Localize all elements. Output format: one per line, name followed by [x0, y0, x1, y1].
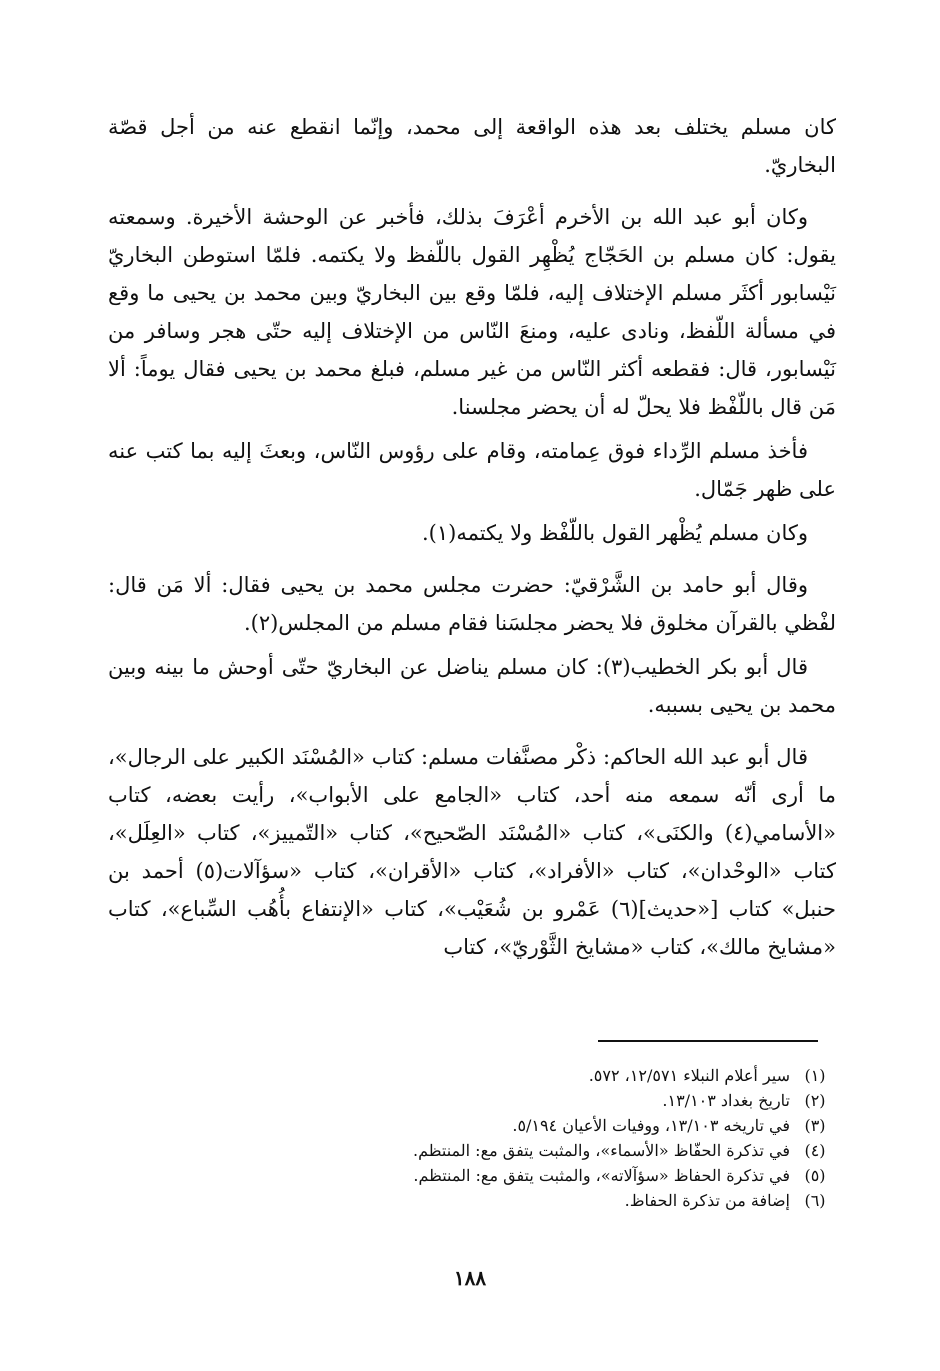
paragraph-3: فأخذ مسلم الرِّداء فوق عِمامته، وقام على رؤوس النّاس، وبعثَ إليه بما كتب عنه على ظهر جَمّال.: [108, 439, 836, 501]
footnote-number: (١): [804, 1066, 826, 1085]
footnote-number: (٦): [804, 1191, 826, 1210]
page-number: ١٨٨: [453, 1266, 487, 1290]
footnote-text: سير أعلام النبلاء ١٢/٥٧١، ٥٧٢.: [588, 1066, 790, 1085]
paragraph-1: كان مسلم يختلف بعد هذه الواقعة إلى محمد، وإنّما انقطع عنه من أجل قصّة البخاريّ.: [108, 115, 836, 177]
footnote-item: [300, 1163, 840, 1188]
footnote-item: [300, 1113, 840, 1138]
footnote-number: (٥): [804, 1166, 826, 1185]
footnote-text: في تذكرة الحفّاظ «الأسماء»، والمثبت يتفق مع: المنتظم.: [413, 1141, 790, 1160]
footnote-item: [300, 1188, 840, 1213]
footnotes: [300, 1063, 840, 1213]
footnote-divider: [598, 1040, 818, 1042]
footnote-text: في تاريخه ١٣/١٠٣، ووفيات الأعيان ٥/١٩٤.: [512, 1116, 790, 1135]
paragraph-6: قال أبو بكر الخطيب(٣): كان مسلم يناضل عن البخاريّ حتّى أوحش ما بينه وبين محمد بن يحيى بسببه.: [108, 655, 836, 717]
footnote-number: (٢): [804, 1091, 826, 1110]
footnote-text: تاريخ بغداد ١٣/١٠٣.: [662, 1091, 790, 1110]
footnote-item: [300, 1138, 840, 1163]
paragraph-5: وقال أبو حامد بن الشَّرْقيّ: حضرت مجلس محمد بن يحيى فقال: ألا مَن قال: لفْظي بالقرآن مخلوق فلا يحضر مجلسَنا فقام مسلم من المجلس(٢).: [108, 573, 836, 635]
footnote-text: في تذكرة الحفاظ «سؤآلاته»، والمثبت يتفق مع: المنتظم.: [413, 1166, 790, 1185]
paragraph-7: قال أبو عبد الله الحاكم: ذكْر مصنَّفات مسلم: كتاب «المُسْنَد الكبير على الرجال»، ما أرى أنّه سمعه منه أحد، كتاب «الجامع على الأبواب»، رأيت بعضه، كتاب «الأسامي(٤) والكنَى»، كتاب «المُسْنَد الصّحيح»، كتاب «التّمييز»، كتاب «العِلَل»، كتاب «الوحْدان»، كتاب «الأفراد»، كتاب «الأقران»، كتاب «سؤآلات(٥) أحمد بن حنبل» كتاب [«حديث](٦) عَمْرو بن شُعَيْب»، كتاب «الإنتفاع بأُهُب السِّباع»، كتاب «مشايخ مالك»، كتاب «مشايخ الثَّوْريّ»، كتاب: [108, 745, 836, 959]
footnote-item: [300, 1063, 840, 1088]
body-text: [108, 108, 836, 972]
footnote-item: [300, 1088, 840, 1113]
paragraph-2: وكان أبو عبد الله بن الأخرم أعْرَفَ بذلك، فأخبر عن الوحشة الأخيرة. وسمعته يقول: كان مسلم بن الحَجّاج يُظْهِر القول باللّفظ ولا يكتمه. فلمّا استوطن البخاريّ نَيْسابور أكثَر مسلم الإختلاف إليه، فلمّا وقع بين البخاريّ وبين محمد بن يحيى ما وقع في مسألة اللّفظ، ونادى عليه، ومنعَ النّاس من الإختلاف إليه حتّى هجر وسافر من نَيْسابور، قال: فقطعه أكثر النّاس من غير مسلم، فبلغ محمد بن يحيى فقال يوماً: ألا مَن قال باللّفْظ فلا يحلّ له أن يحضر مجلسنا.: [108, 205, 836, 419]
footnote-number: (٣): [804, 1116, 826, 1135]
footnote-number: (٤): [804, 1141, 826, 1160]
paragraph-4: وكان مسلم يُظْهر القول باللّفْظ ولا يكتمه(١).: [421, 521, 808, 545]
footnote-text: إضافة من تذكرة الحفاظ.: [624, 1191, 790, 1210]
